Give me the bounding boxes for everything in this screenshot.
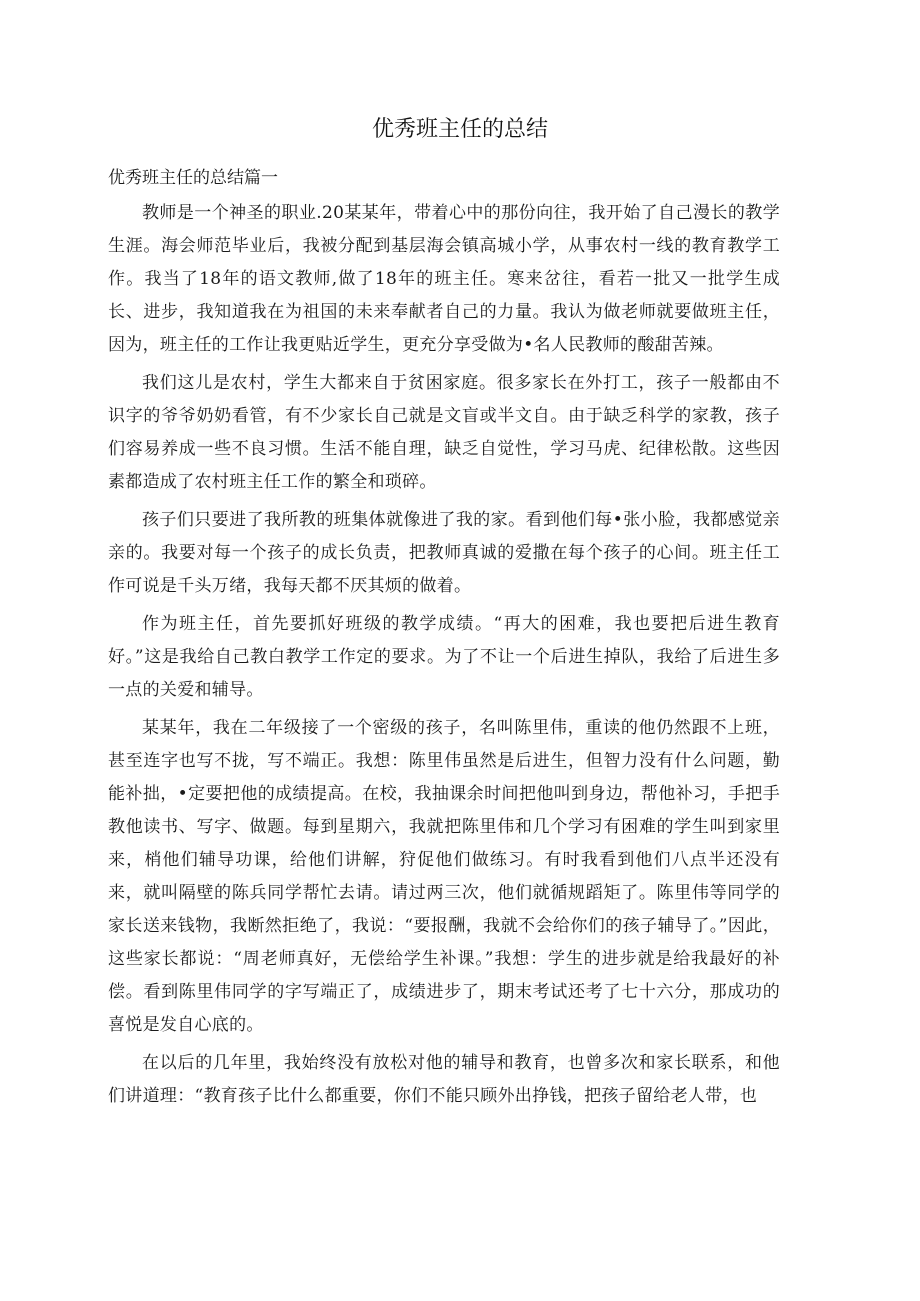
section-heading: 优秀班主任的总结篇一 <box>108 168 278 188</box>
paragraph: 教师是一个神圣的职业.20某某年，带着心中的那份向往，我开始了自己漫长的教学生涯。海会师范毕业后，我被分配到基层海会镇高城小学，从事农村一线的教育教学工作。我当了18年的语文教师,做了18年的班主任。寒来岔往，看若一批又一批学生成长、进步，我知道我在为祖国的未来奉献者自己的力量。我认为做老师就要做班主任，因为，班主任的工作让我更贴近学生，更充分享受做为•名人民教师的酸甜苦辣。 <box>108 203 780 355</box>
document-title: 优秀班主任的总结 <box>371 117 548 142</box>
paragraph: 在以后的几年里，我始终没有放松对他的辅导和教育，也曾多次和家长联系，和他们讲道理：“教育孩子比什么都重要，你们不能只顾外出挣钱，把孩子留给老人带，也 <box>108 1053 780 1106</box>
document-body <box>108 197 780 1118</box>
paragraph: 某某年，我在二年级接了一个密级的孩子，名叫陈里伟，重读的他仍然跟不上班，甚至连字也写不拢，写不端正。我想：陈里伟虽然是后进生，但智力没有什么问题，勤能补拙，•定要把他的成绩提高。在校，我抽课余时间把他叫到身边，帮他补习，手把手教他读书、写字、做题。每到星期六，我就把陈里伟和几个学习有困难的学生叫到家里来，梢他们辅导功课，给他们讲解，狩促他们做练习。有时我看到他们八点半还没有来，就叫隔壁的陈兵同学帮忙去请。请过两三次，他们就循规蹈矩了。陈里伟等同学的家长送来钱物，我断然拒绝了，我说：“要报酬，我就不会给你们的孩子辅导了。”因此，这些家长都说：“周老师真好，无偿给学生补课。”我想：学生的进步就是给我最好的补偿。看到陈里伟同学的字写端正了，成绩进步了，期末考试还考了七十六分，那成功的喜悦是发自心底的。 <box>108 718 780 1035</box>
paragraph: 我们这儿是农村，学生大都来自于贫困家庭。很多家长在外打工，孩子一般都由不识字的爷爷奶奶看管，有不少家长自己就是文盲或半文自。由于缺乏科学的家教，孩子们容易养成一些不良习惯。生活不能自理，缺乏自觉性，学习马虎、纪律松散。这些因素都造成了农村班主任工作的繁全和琐碎。 <box>108 373 780 492</box>
paragraph: 孩子们只要进了我所教的班集体就像进了我的家。看到他们每•张小脸，我都感觉亲亲的。我要对每一个孩子的成长负责，把教师真诚的爱撒在每个孩子的心间。班主任工作可说是千头万绪，我每天都不厌其烦的做着。 <box>108 510 780 596</box>
paragraph: 作为班主任，首先要抓好班级的教学成绩。“再大的困难，我也要把后进生教育好。”这是我给自己教白教学工作定的要求。为了不让一个后进生掉队，我给了后进生多一点的关爱和辅导。 <box>108 614 780 700</box>
